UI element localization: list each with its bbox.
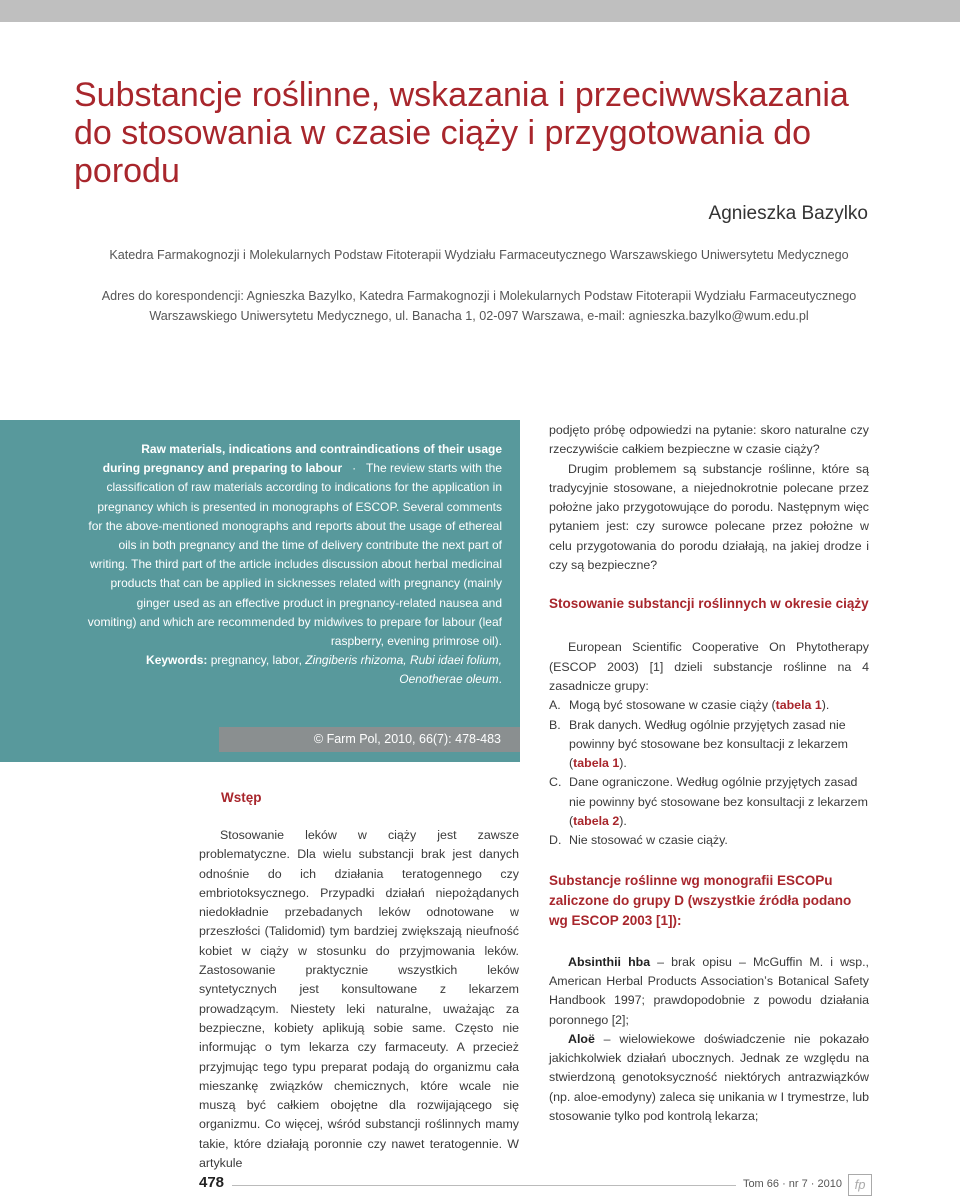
keywords-end: . [498, 672, 502, 687]
list-end: ). [821, 698, 830, 713]
section-heading-group-d: Substancje roślinne wg monografii ESCOPu zaliczone do grupy D (wszystkie źródła podano wg ESCOP 2003 [1]): [549, 872, 852, 928]
list-item [549, 773, 869, 831]
list-item [549, 696, 869, 715]
intro-paragraph: Stosowanie leków w ciąży jest zawsze problematyczne. Dla wielu substancji brak jest danych odnośnie do ich działania teratogennego czy embriotoksycznego. Przypadki działań niepożądanych niedokładnie przebadanych leków odnotowane w przeszłości (Talidomid) tym bardziej zwiększają nieufność kobiet w ciąży w stosunku do przyjmowania leków. Zastosowanie praktycznie wszystkich leków syntetycznych jest konsultowane z lekarzem prowadzącym. Niestety leki naturalne, uważając za bezpieczne, kobiety aplikują sobie same. Często nie informując o tym lekarza czy farmaceuty. A przecież przyjmując tego typu preparat podają do organizmu cała mieszankę związków chemicznych, które wcale nie muszą być całkiem obojętne dla rozwijającego się organizmu. Co więcej, wśród substancji roślinnych mamy takie, które działają poronnie czy nawet teratogennie. W artykule [199, 828, 519, 1171]
keywords-plain: pregnancy, labor, [210, 653, 302, 668]
abstract-title-line-2: during pregnancy and preparing to labour [102, 461, 343, 476]
aloe-name: Aloë [568, 1031, 595, 1046]
list-letter: B. [549, 717, 561, 732]
correspondence-line-2: Warszawskiego Uniwersytetu Medycznego, ul. Banacha 1, 02-097 Warszawa, e-mail: agnieszka.bazylko@wum.edu.pl [149, 309, 809, 323]
absinthii-name: Absinthii hba [568, 954, 651, 969]
list-text: Mogą być stosowane w czasie ciąży ( [569, 698, 776, 713]
abstract-title-line-1: Raw materials, indications and contraindications of their usage [141, 442, 502, 456]
abstract-text [86, 440, 502, 690]
absinthii-text: – brak opisu – McGuffin M. i wsp., American Herbal Products Associationʼs Botanical Safety Handbook 1997; prawdopodobnie z powodu działania poronnego [2]; [549, 954, 869, 1027]
issue-info: Tom 66 · nr 7 · 2010 [742, 1178, 842, 1190]
list-item [549, 831, 869, 850]
list-end: ). [619, 814, 627, 829]
journal-logo: fp [848, 1174, 872, 1196]
correspondence-address [74, 286, 884, 326]
keywords-label: Keywords: [146, 653, 208, 668]
author-name: Agnieszka Bazylko [708, 203, 868, 224]
table-reference: tabela 2 [573, 814, 620, 829]
aloe-text: – wielowiekowe doświadczenie nie pokazało jakichkolwiek działań ubocznych. Jednak ze względu na stwierdzoną genotoksyczność niektórych antrazwiązków (np. aloe-emodyny) zaleca się unikania w I trymestrze, lub stosowanie tylko pod kontrolą lekarza; [549, 1031, 869, 1124]
abstract-separator: · [352, 461, 357, 476]
top-header-bar [0, 0, 960, 22]
table-reference: tabela 1 [573, 756, 620, 771]
escop-group-list [549, 696, 869, 850]
list-letter: C. [549, 775, 562, 790]
correspondence-line-1: Adres do korespondencji: Agnieszka Bazylko, Katedra Farmakognozji i Molekularnych Podstaw Fitoterapii Wydziału Farmaceutycznego [101, 289, 857, 303]
aloe-paragraph [549, 1030, 869, 1126]
right-paragraph-2: Drugim problemem są substancje roślinne, które są tradycyjnie stosowane, a niejednokrotnie polecane przez położne jako przygotowujące do porodu. Następnym więc pytaniem jest: czy surowce polecane przez położne w celu przygotowania do porodu działają, na jakiej drodze i czy są bezpieczne? [549, 461, 869, 573]
list-end: ). [619, 756, 627, 771]
section-heading-pregnancy: Stosowanie substancji roślinnych w okresie ciąży [549, 596, 869, 612]
abstract-body: The review starts with the classification of raw materials according to indications for the application in pregnancy which is presented in monographs of ESCOP. Several comments for the above-mentioned monographs and reports about the usage of ethereal oils in both pregnancy and the time of delivery contribute the next part of writing. The third part of the article includes discussion about herbal medicinal products that can be applied in sicknesses related with pregnancy (mainly ginger used as an effective product in pregnancy-related nausea and vomiting) and which are recommended by midwives to prepare for labour (leaf raspberry, evening primrose oil). [87, 461, 502, 649]
table-reference: tabela 1 [775, 698, 822, 713]
keywords-italic: Zingiberis rhizoma, Rubi idaei folium, Oenotherae oleum [305, 653, 502, 687]
list-text: Brak danych. Według ogólnie przyjętych zasad nie powinny być stosowane bez konsultacji z lekarzem ( [569, 717, 848, 771]
page-number: 478 [199, 1174, 225, 1191]
article-title: Substancje roślinne, wskazania i przeciwwskazania do stosowania w czasie ciąży i przygotowania do porodu [74, 76, 849, 190]
list-item [549, 716, 869, 774]
list-text: Nie stosować w czasie ciąży. [569, 833, 728, 848]
intro-heading: Wstęp [221, 790, 262, 805]
absinthii-paragraph [549, 953, 869, 1030]
list-text: Dane ograniczone. Według ogólnie przyjętych zasad nie powinny być stosowane bez konsultacji z lekarzem ( [569, 775, 868, 829]
footer-rule [232, 1185, 736, 1186]
right-column [549, 421, 869, 1126]
left-column [199, 826, 519, 1173]
right-paragraph-1: podjęto próbę odpowiedzi na pytanie: skoro naturalne czy rzeczywiście całkiem bezpieczne w czasie ciąży? [549, 423, 869, 457]
list-letter: A. [549, 698, 561, 713]
right-paragraph-3: European Scientific Cooperative On Phytotherapy (ESCOP 2003) [1] dzieli substancje roślinne na 4 zasadnicze grupy: [549, 640, 869, 693]
citation: © Farm Pol, 2010, 66(7): 478-483 [313, 732, 501, 746]
list-letter: D. [549, 833, 562, 848]
affiliation: Katedra Farmakognozji i Molekularnych Podstaw Fitoterapii Wydziału Farmaceutycznego Warszawskiego Uniwersytetu Medycznego [109, 248, 849, 262]
